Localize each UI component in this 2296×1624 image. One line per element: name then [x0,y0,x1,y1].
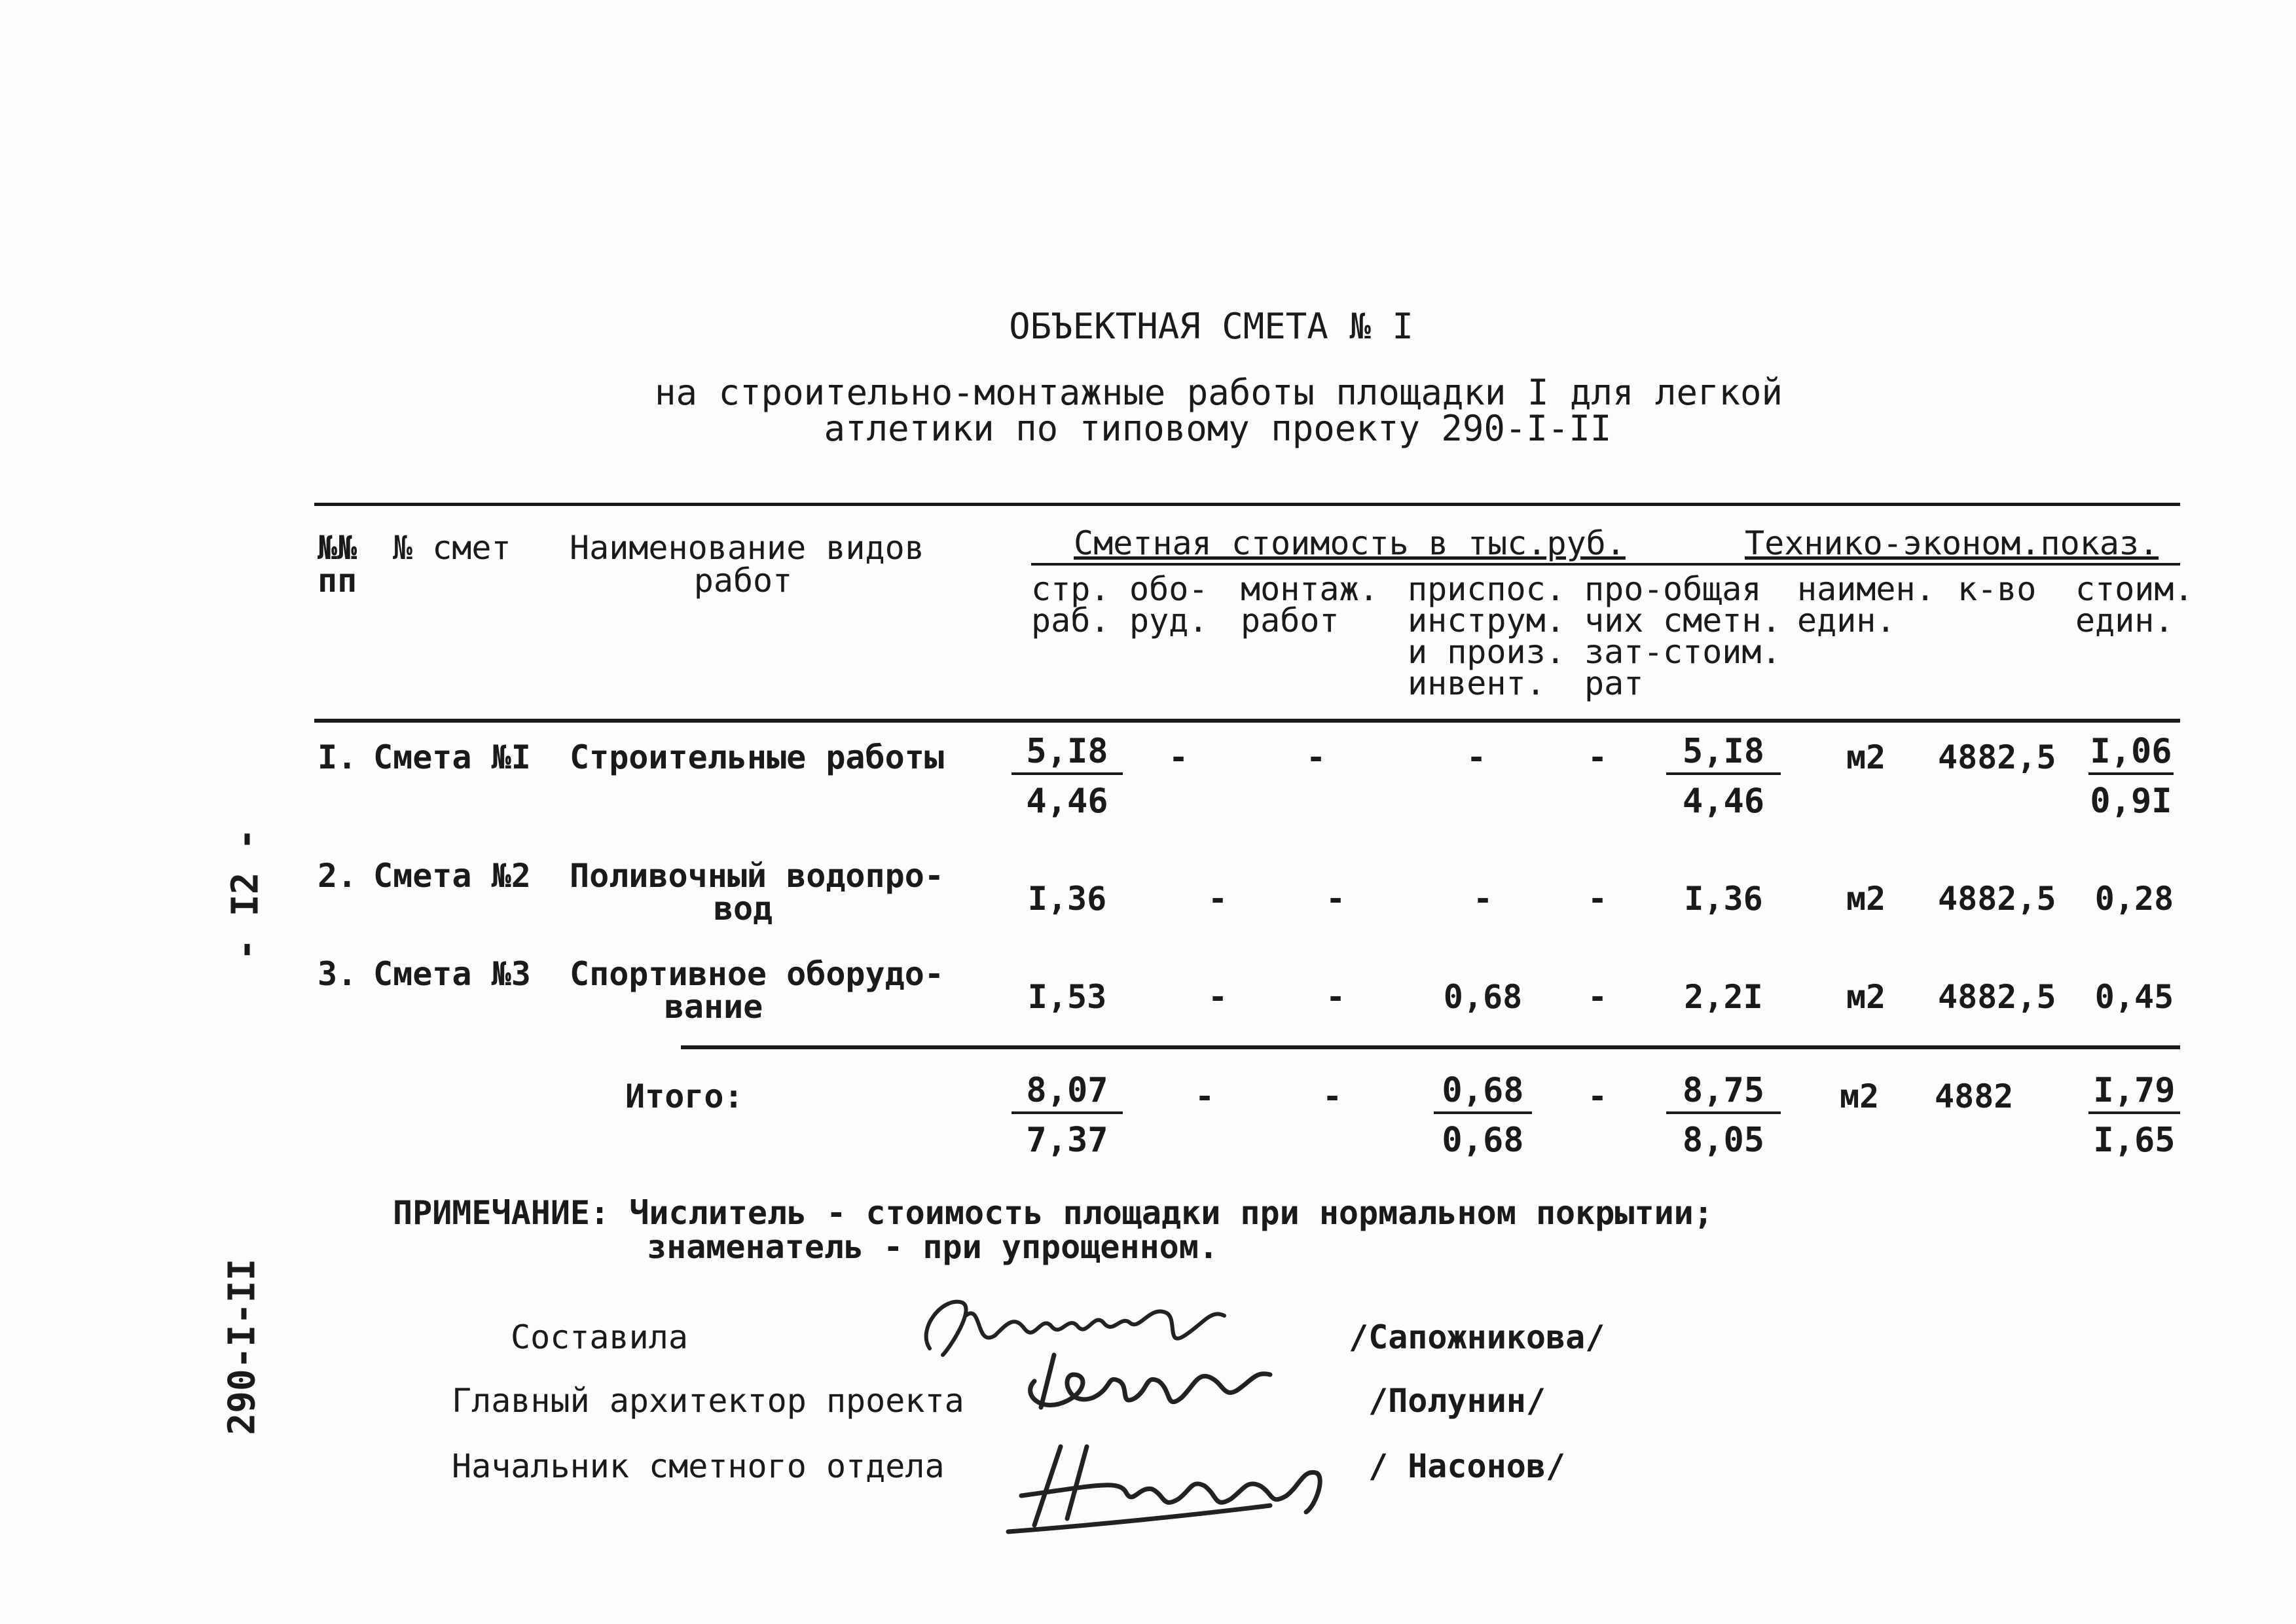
row2-proch: - [1587,880,1608,918]
header-num-line2: пп [318,562,357,600]
header-stoim-line2: един. [2075,602,2174,640]
table-top-rule [314,503,2180,506]
document-title: ОБЪЕКТНАЯ СМЕТА № I [1009,306,1413,347]
row2-name-line2: вод [713,890,773,928]
row2-smeta: Смета №2 [373,857,531,895]
header-obo-line2: руд. [1129,602,1209,640]
row3-num: 3. [318,955,357,993]
row1-str: $\frac{5,I8}{4,46}$ [1011,734,1123,818]
header-proch-line1: про- [1584,570,1664,608]
header-num-line1: №№ [318,529,357,567]
header-stoim-line1: стоим. [2075,570,2194,608]
total-obo: - [1194,1077,1215,1115]
row1-qty: 4882,5 [1938,738,2056,776]
row2-obsh: I,36 [1684,880,1763,918]
handwritten-signature-3 [995,1434,1362,1538]
row1-proch: - [1587,738,1608,776]
header-name-line2: работ [693,562,793,600]
header-mont-line2: работ [1241,602,1339,640]
row2-name-line1: Поливочный водопро- [570,857,944,895]
header-proch-line2: чих [1584,602,1644,640]
row3-name-line1: Спортивное оборудо- [570,955,944,993]
header-proch-line3: зат- [1584,633,1664,671]
header-kvo-line1: к-во [1958,570,2037,608]
header-naim-line2: един. [1797,602,1896,640]
row2-str: I,36 [1027,880,1107,918]
total-rule [681,1045,2180,1049]
handwritten-signature-2 [1015,1335,1290,1440]
total-str: $\frac{8,07}{7,37}$ [1011,1074,1123,1157]
row3-prisp: 0,68 [1443,978,1523,1016]
row1-stoim: $\frac{I,06}{0,9I}$ [2088,734,2174,818]
row3-stoim: 0,45 [2094,978,2174,1016]
header-obsh-line2: сметн. [1663,602,1781,640]
signature-name-1: /Сапожникова/ [1349,1318,1605,1356]
row1-prisp: - [1466,738,1487,776]
row3-unit: м2 [1846,978,1886,1016]
row3-obo: - [1207,978,1228,1016]
header-group-tech: Технико-эконом.показ. [1745,524,2159,562]
total-label: Итого: [625,1077,744,1115]
row3-proch: - [1587,978,1608,1016]
document-subtitle-line2: атлетики по типовому проекту 290-I-II [824,408,1612,449]
header-naim-line1: наимен. [1797,570,1935,608]
row2-obo: - [1207,880,1228,918]
row3-name-line2: вание [664,988,763,1026]
signature-name-2: /Полунин/ [1368,1382,1546,1420]
row2-qty: 4882,5 [1938,880,2056,918]
row3-qty: 4882,5 [1938,978,2056,1016]
row2-mont: - [1325,880,1346,918]
row2-unit: м2 [1846,880,1886,918]
row1-mont: - [1305,738,1326,776]
row1-unit: м2 [1846,738,1886,776]
row1-smeta: Смета №I [373,738,531,776]
header-name-line1: Наименование видов [570,529,924,567]
page-number: - I2 - [224,828,267,961]
header-str-line2: раб. [1031,602,1110,640]
header-obsh-line3: стоим. [1663,633,1781,671]
header-obsh-line1: общая [1663,570,1762,608]
row2-num: 2. [318,857,357,895]
total-proch: - [1587,1077,1608,1115]
header-prisp-line2: инструм. [1408,602,1565,640]
header-str-line1: стр. [1031,570,1110,608]
document-subtitle-line1: на строительно-монтажные работы площадки I для легкой [655,372,1783,413]
header-obo-line1: обо- [1129,570,1209,608]
total-mont: - [1322,1077,1343,1115]
header-group-cost: Сметная стоимость в тыс.руб. [1074,524,1626,562]
signature-role-1: Составила [511,1318,688,1356]
header-prisp-line1: приспос. [1408,570,1565,608]
header-smeta: № смет [393,529,511,567]
project-code: 290-I-II [221,1258,264,1435]
signature-role-3: Начальник сметного отдела [452,1447,945,1485]
row1-num: I. [318,738,357,776]
note-line1: ПРИМЕЧАНИЕ: Числитель - стоимость площадки при нормальном покрытии; [393,1194,1713,1232]
row3-mont: - [1325,978,1346,1016]
row3-smeta: Смета №3 [373,955,531,993]
row2-prisp: - [1472,880,1493,918]
total-prisp: $\frac{0,68}{0,68}$ [1434,1074,1532,1157]
note-line2: знаменатель - при упрощенном. [647,1228,1218,1266]
total-unit: м2 [1840,1077,1880,1115]
row2-stoim: 0,28 [2094,880,2174,918]
header-prisp-line4: инвент. [1408,664,1546,702]
header-bottom-rule [314,719,2180,723]
total-stoim: $\frac{I,79}{I,65}$ [2088,1074,2180,1157]
header-prisp-line3: и произ. [1408,633,1565,671]
signature-name-3: / Насонов/ [1368,1447,1566,1485]
row1-name: Строительные работы [570,738,944,776]
total-obsh: $\frac{8,75}{8,05}$ [1666,1074,1781,1157]
header-group-rule [1031,563,2180,566]
signature-role-2: Главный архитектор проекта [452,1382,964,1420]
total-qty: 4882 [1935,1077,2014,1115]
row3-str: I,53 [1027,978,1107,1016]
row1-obo: - [1168,738,1189,776]
row1-obsh: $\frac{5,I8}{4,46}$ [1666,734,1781,818]
header-proch-line4: рат [1584,664,1644,702]
header-mont-line1: монтаж. [1241,570,1379,608]
row3-obsh: 2,2I [1684,978,1763,1016]
